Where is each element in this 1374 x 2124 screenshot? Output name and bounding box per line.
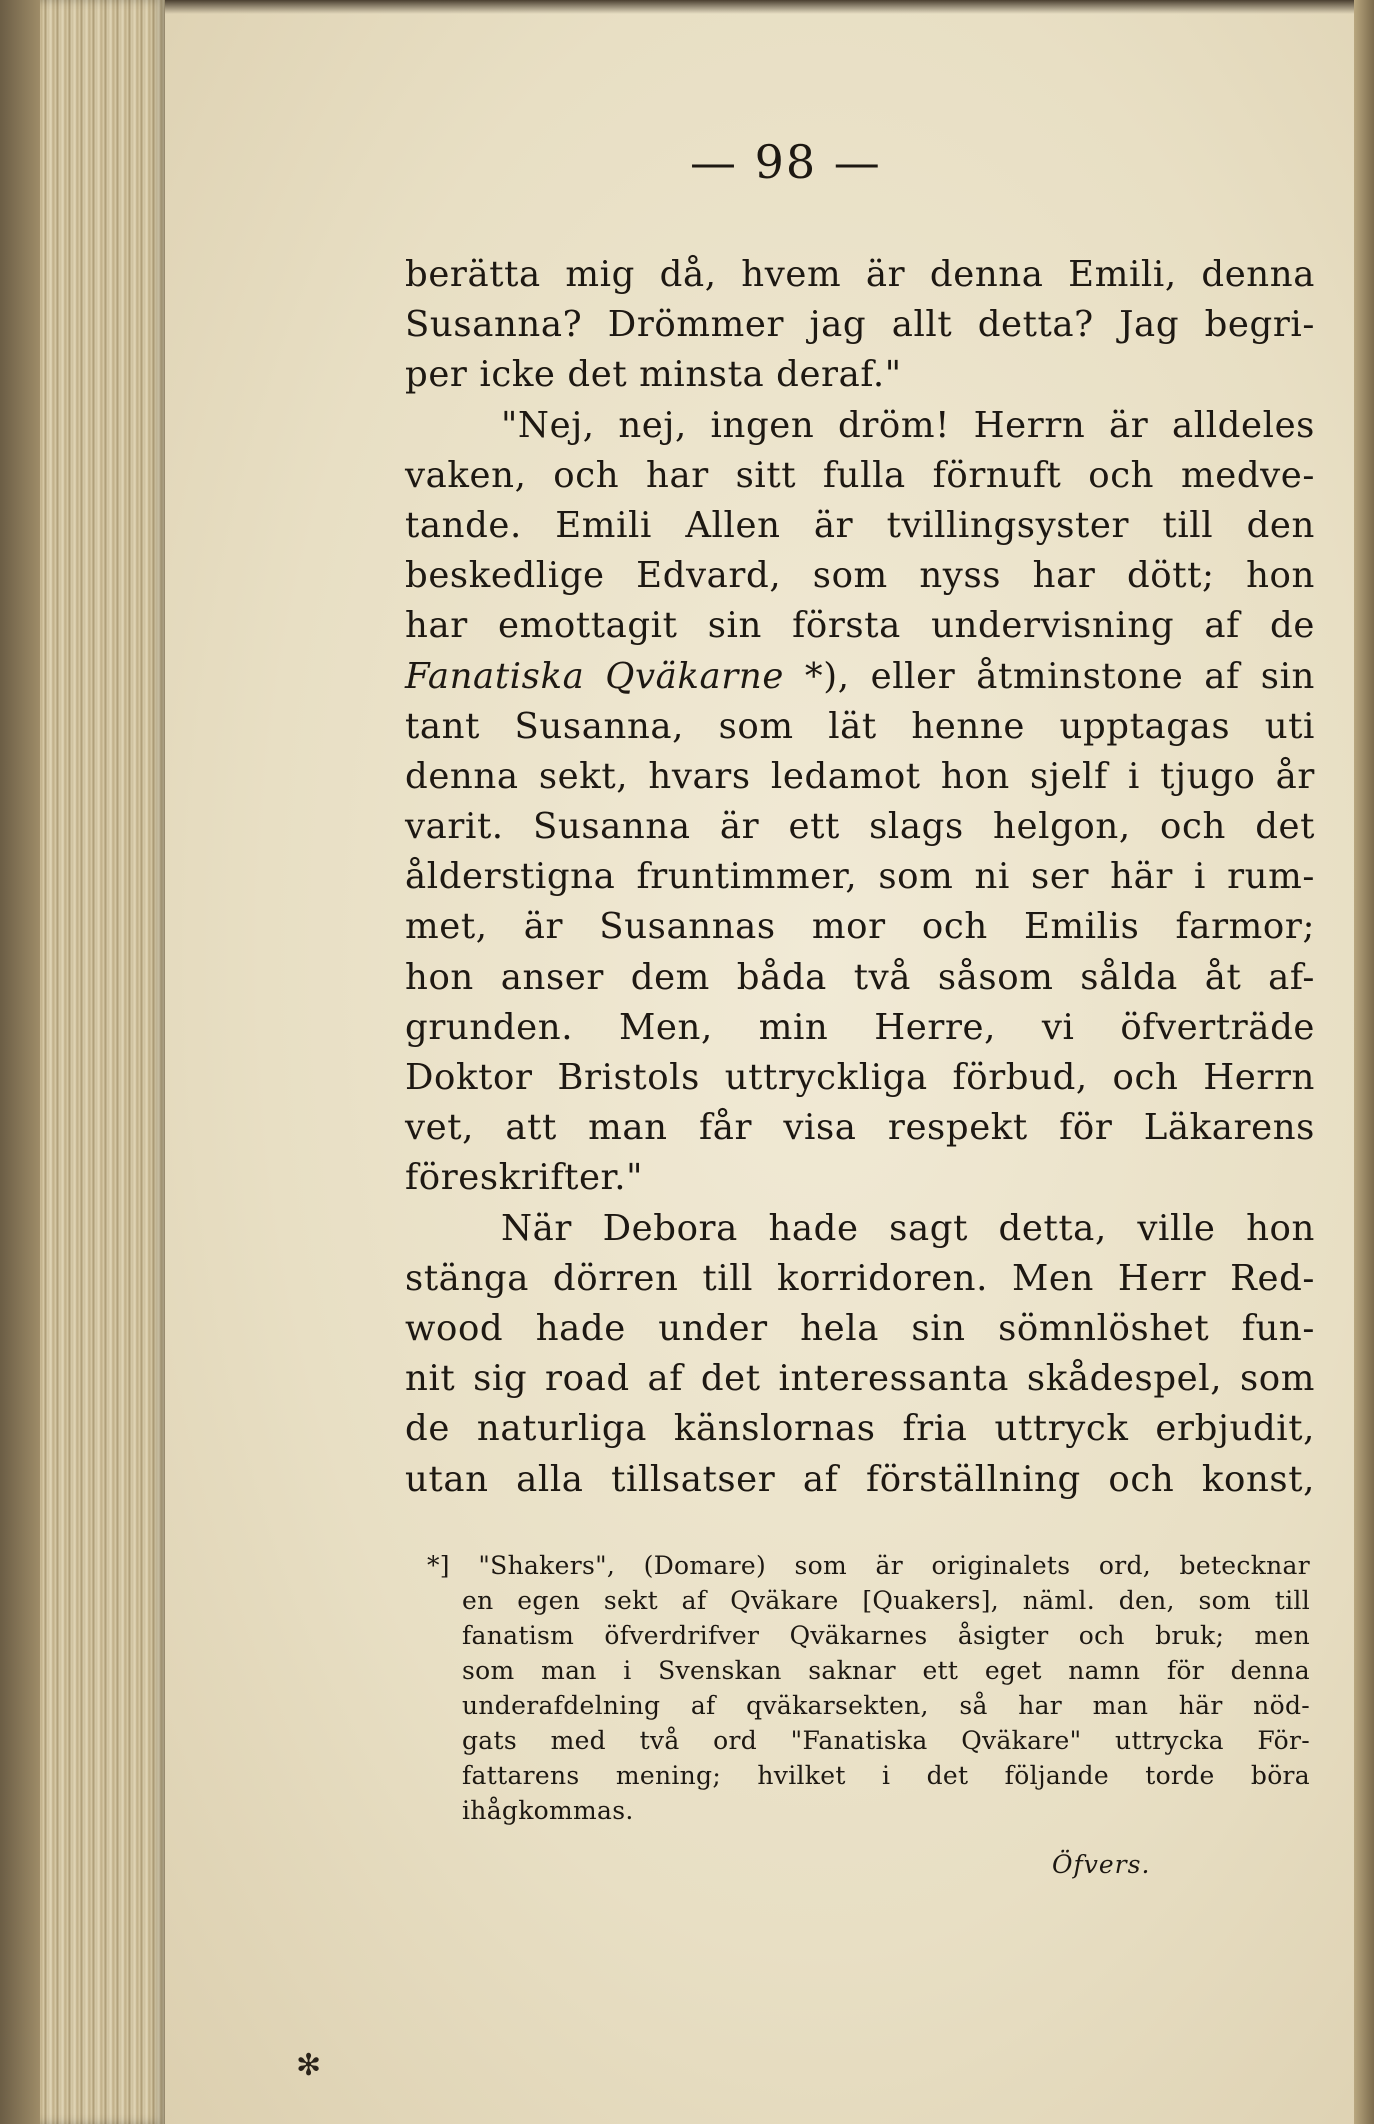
body-line: wood hade under hela sin sömnlöshet fun-: [405, 1307, 1315, 1349]
body-line: met, är Susannas mor och Emilis farmor;: [405, 906, 1315, 948]
italic-term: Fanatiska Qväkarne: [405, 655, 784, 697]
right-page-edge: [1354, 0, 1374, 2124]
footnote-line: gats med två ord "Fanatiska Qväkare" uttrycka För-: [462, 1726, 1310, 1755]
body-line: föreskrifter.": [405, 1157, 644, 1199]
book-cover-edge: [0, 0, 40, 2124]
translator-signature: Öfvers.: [1052, 1850, 1151, 1879]
body-line: "Nej, nej, ingen dröm! Herrn är alldeles: [501, 404, 1315, 446]
body-line: har emottagit sin första undervisning af de: [405, 605, 1315, 647]
body-line: När Debora hade sagt detta, ville hon: [501, 1207, 1315, 1249]
body-line: ålderstigna fruntimmer, som ni ser här i rum-: [405, 856, 1315, 898]
body-line: vet, att man får visa respekt för Läkarens: [405, 1107, 1315, 1149]
footnote-line: en egen sekt af Qväkare [Quakers], näml. den, som till: [462, 1586, 1310, 1615]
body-line: vaken, och har sitt fulla förnuft och medve-: [405, 454, 1315, 496]
ink-mark: ✻: [296, 2048, 322, 2083]
body-line: Doktor Bristols uttryckliga förbud, och Herrn: [405, 1057, 1315, 1098]
body-line: stänga dörren till korridoren. Men Herr Red-: [405, 1257, 1315, 1299]
footnote-line: *] "Shakers", (Domare) som är originalets ord, betecknar: [427, 1551, 1310, 1580]
body-line: varit. Susanna är ett slags helgon, och det: [405, 806, 1315, 848]
footnote-line: fattarens mening; hvilket i det följande torde böra: [462, 1761, 1310, 1790]
body-line: grunden. Men, min Herre, vi öfverträde: [405, 1006, 1315, 1048]
body-line: utan alla tillsatser af förställning och konst,: [405, 1458, 1315, 1500]
body-line: tande. Emili Allen är tvillingsyster till den: [405, 504, 1315, 546]
body-line: beskedlige Edvard, som nyss har dött; hon: [405, 555, 1315, 597]
body-line: de naturliga känslornas fria uttryck erbjudit,: [405, 1408, 1315, 1450]
body-line: denna sekt, hvars ledamot hon sjelf i tjugo år: [405, 755, 1315, 797]
footnote-line: som man i Svenskan saknar ett eget namn för denna: [462, 1656, 1310, 1685]
body-text: [405, 250, 1315, 1505]
body-line: tant Susanna, som lät henne upptagas uti: [405, 705, 1315, 747]
footnote-line: underafdelning af qväkarsekten, så har man här nöd-: [462, 1691, 1310, 1720]
body-line: Susanna? Drömmer jag allt detta? Jag begri-: [405, 304, 1315, 346]
body-line: per icke det minsta deraf.": [405, 354, 902, 396]
footnote-line: ihågkommas.: [462, 1796, 634, 1825]
body-line: hon anser dem båda två såsom sålda åt af-: [405, 956, 1315, 998]
page-number: — 98 —: [690, 135, 882, 189]
footnote: [427, 1548, 1310, 1828]
footnote-line: fanatism öfverdrifver Qväkarnes åsigter och bruk; men: [462, 1621, 1310, 1650]
body-line-with-italic: Fanatiska Qväkarne *), eller åtminstone af sin: [405, 655, 1315, 697]
top-shadow: [165, 0, 1355, 14]
body-line: berätta mig då, hvem är denna Emili, denna: [405, 254, 1315, 295]
body-line: nit sig road af det interessanta skådespel, som: [405, 1358, 1315, 1400]
